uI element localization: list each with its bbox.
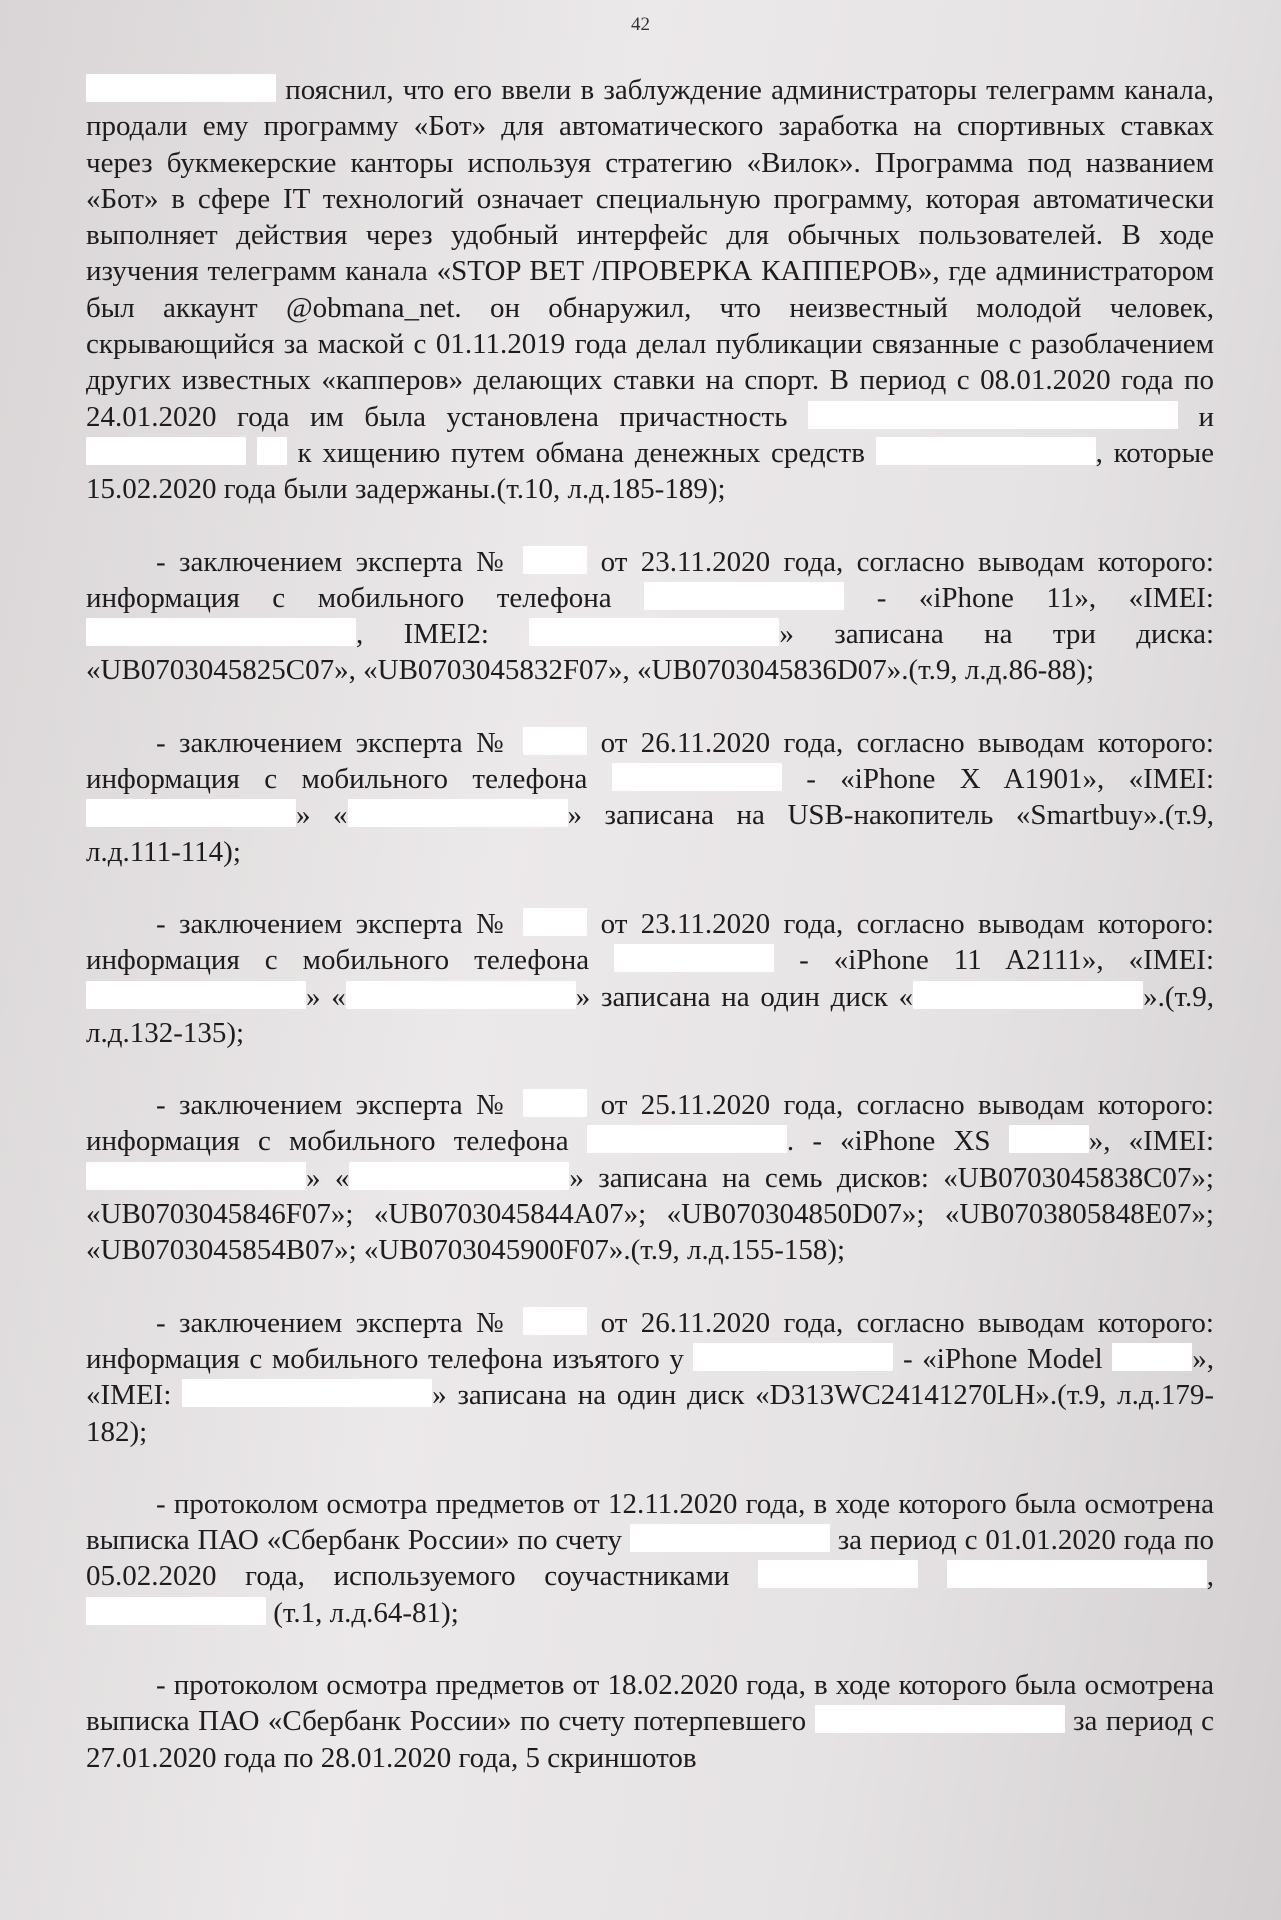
redaction	[587, 1125, 787, 1153]
page-number: 42	[631, 14, 650, 35]
paragraph-testimony	[86, 72, 1214, 508]
paragraph-text: и	[1198, 400, 1215, 433]
redaction	[523, 1089, 587, 1117]
redaction	[346, 981, 576, 1009]
paragraph-text: » записана на USB-накопитель «Smartbuy».(т.9, л.д.111-114);	[86, 799, 1215, 868]
paragraph-expert-opinion-4	[86, 1087, 1214, 1268]
paragraph-text: - заключением эксперта №	[156, 1306, 510, 1339]
paragraph-text: ,	[1206, 1560, 1215, 1593]
paragraph-text: - заключением эксперта №	[156, 907, 510, 940]
paragraph-expert-opinion-1	[86, 544, 1214, 689]
paragraph-text: ».(т.9, л.д.132-135);	[86, 980, 1215, 1049]
redaction	[86, 799, 296, 827]
paragraph-text: от 23.11.2020 года, согласно выводам которого: информация с мобильного телефона	[86, 907, 1214, 977]
paragraph-text: » записана на три диска: «UB0703045825C07», «UB0703045832F07», «UB0703045836D07».(т.9, л.д.86-88);	[86, 618, 1214, 687]
redaction	[523, 546, 587, 574]
paragraph-text: » «	[306, 980, 346, 1013]
paragraph-text: от 26.11.2020 года, согласно выводам которого: информация с мобильного телефона	[86, 726, 1214, 796]
redaction	[1009, 1125, 1089, 1153]
redaction	[523, 908, 587, 936]
redaction	[523, 727, 587, 755]
redaction	[86, 1597, 266, 1625]
paragraph-inspection-protocol-2	[86, 1667, 1214, 1776]
paragraph-text: » записана на один диск «	[575, 980, 914, 1013]
redaction	[1112, 1343, 1192, 1371]
paragraph-inspection-protocol-1	[86, 1486, 1214, 1631]
redaction	[86, 74, 276, 102]
redaction	[644, 582, 844, 610]
paragraph-text: - протоколом осмотра предметов от 12.11.2020 года, в ходе которого была осмотрена выписка ПАО «Сбербанк России» по счету	[86, 1487, 1214, 1557]
redaction	[86, 981, 306, 1009]
paragraph-text: от 25.11.2020 года, согласно выводам которого: информация с мобильного телефона	[86, 1089, 1214, 1158]
paragraph-text: - «iPhone X A1901», «IMEI:	[806, 763, 1214, 796]
document-body	[86, 72, 1214, 1776]
paragraph-text: - заключением эксперта №	[156, 726, 510, 759]
redaction	[86, 437, 246, 465]
paragraph-text: пояснил, что его ввели в заблуждение администраторы телеграмм канала, продали ему программу «Бот» для автоматического заработка на спортивных ставках через букмекерские канторы используя стратегию «Вилок». Программа под названием «Бот» в сфере IT технологий означает специальную программу, которая автоматически выполняет действия через удобный интерфейс для обычных пользователей. В ходе изучения телеграмм канала «STOP BET /ПРОВЕРКА КАППЕРОВ», где администратором был аккаунт @obmana_net. он обнаружил, что неизвестный молодой человек, скрывающийся за маской с 01.11.2019 года делал публикации связанные с разоблачением других известных «капперов» делающих ставки на спорт. В период с 08.01.2020 года по 24.01.2020 года им была установлена причастность	[86, 74, 1215, 433]
paragraph-text: (т.1, л.д.64-81);	[273, 1596, 459, 1629]
redaction	[693, 1343, 893, 1371]
redaction	[630, 1524, 830, 1552]
paragraph-text: , которые 15.02.2020 года были задержаны.(т.10, л.д.185-189);	[86, 436, 1215, 506]
redaction	[348, 799, 568, 827]
paragraph-expert-opinion-3	[86, 906, 1214, 1051]
redaction	[349, 1162, 569, 1190]
paragraph-text: от 23.11.2020 года, согласно выводам которого: информация с мобильного телефона	[86, 545, 1214, 614]
paragraph-text: - «iPhone 11 A2111», «IMEI:	[799, 944, 1215, 977]
redaction	[876, 437, 1096, 465]
paragraph-text: » записана на один диск «D313WC24141270LH».(т.9, л.д.179-182);	[86, 1379, 1214, 1448]
redaction	[808, 401, 1178, 429]
redaction	[815, 1705, 1065, 1733]
paragraph-text: - заключением эксперта №	[156, 1089, 510, 1122]
paragraph-text: » «	[306, 1161, 350, 1194]
paragraph-expert-opinion-2	[86, 725, 1214, 870]
redaction	[614, 944, 774, 972]
paragraph-text: - «iPhone 11», «IMEI:	[876, 581, 1214, 614]
paragraph-text: . - «iPhone XS	[786, 1125, 991, 1158]
paragraph-text: за период с 27.01.2020 года по 28.01.2020 года, 5 скриншотов	[86, 1705, 1214, 1774]
redaction	[182, 1379, 432, 1407]
paragraph-text: - заключением эксперта №	[156, 545, 510, 578]
paragraph-text: », «IMEI:	[1088, 1125, 1215, 1158]
redaction	[529, 618, 779, 646]
redaction	[523, 1307, 587, 1335]
redaction	[947, 1560, 1207, 1588]
paragraph-text: » записана на семь дисков: «UB0703045838C07»; «UB0703045846F07»; «UB0703045844A07»; «UB070304850D07»; «UB0703805848E07»; «UB0703045854B07»; «UB0703045900F07».(т.9, л.д.155-158);	[86, 1161, 1214, 1267]
paragraph-text: за период с 01.01.2020 года по 05.02.2020 года, используемого соучастниками	[86, 1524, 1215, 1593]
paragraph-text: - «iPhone Model	[903, 1342, 1103, 1375]
redaction	[913, 981, 1143, 1009]
redaction	[612, 763, 782, 791]
paragraph-text: , IMEI2:	[356, 618, 489, 651]
redaction	[86, 1162, 306, 1190]
redaction	[758, 1560, 918, 1588]
paragraph-text: - протоколом осмотра предметов от 18.02.2020 года, в ходе которого была осмотрена выписка ПАО «Сбербанк России» по счету потерпевшего	[86, 1668, 1214, 1738]
paragraph-text: », «IMEI:	[86, 1342, 1214, 1412]
paragraph-text: от 26.11.2020 года, согласно выводам которого: информация с мобильного телефона изъятого у	[86, 1306, 1214, 1375]
paragraph-expert-opinion-5	[86, 1305, 1214, 1450]
redaction	[257, 437, 287, 465]
paragraph-text: » «	[296, 799, 348, 832]
redaction	[86, 618, 356, 646]
paragraph-text: к хищению путем обмана денежных средств	[297, 436, 865, 469]
